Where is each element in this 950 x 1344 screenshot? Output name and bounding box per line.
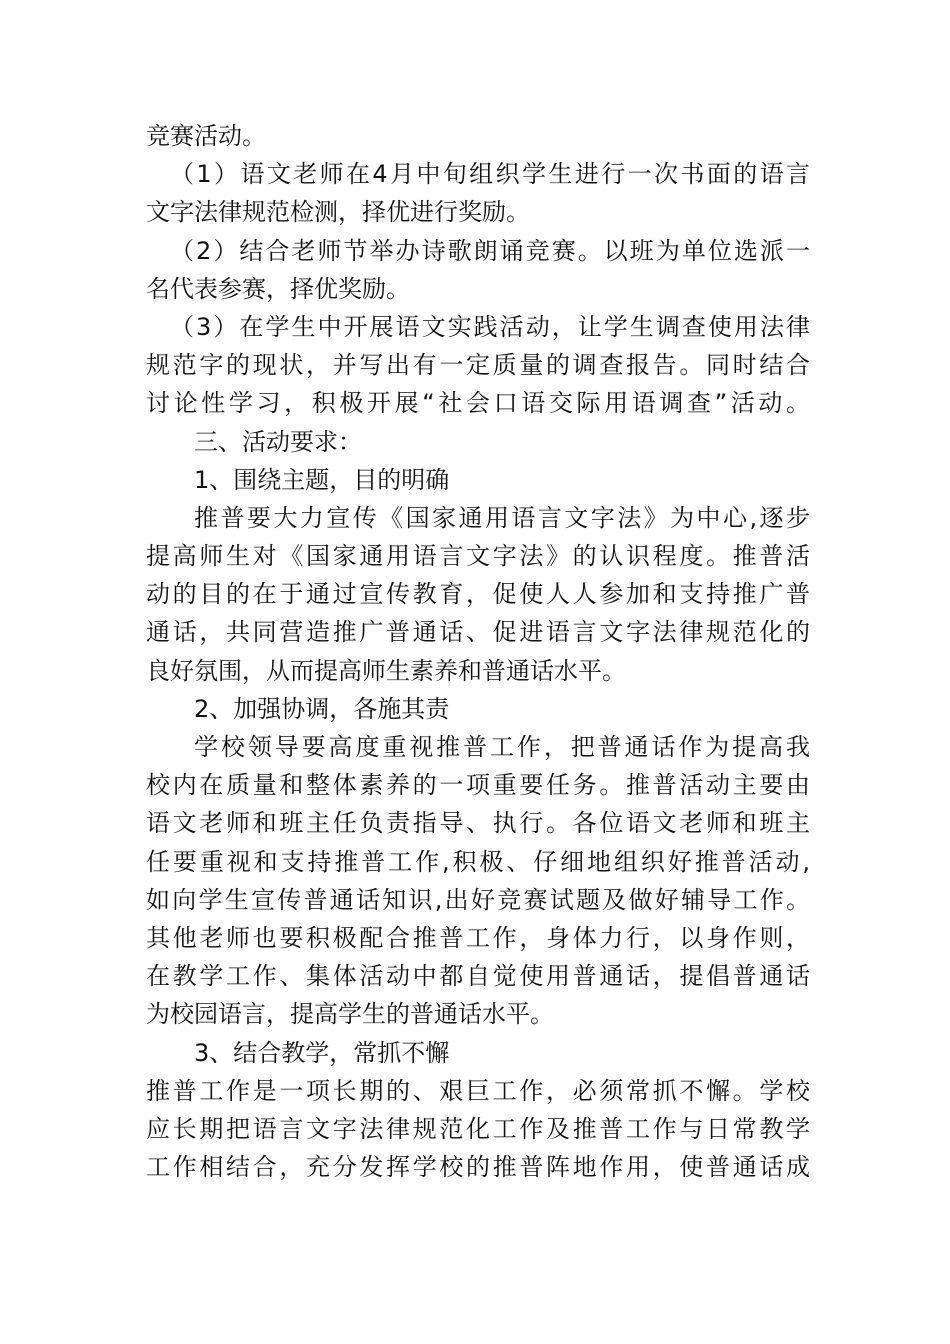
text-line: 任要重视和支持推普工作,积极、仔细地组织好推普活动, bbox=[146, 847, 810, 876]
text-line: 应长期把语言文字法律规范化工作及推普工作与日常教学 bbox=[146, 1114, 810, 1143]
text-line: 规范字的现状，并写出有一定质量的调查报告。同时结合 bbox=[146, 351, 810, 380]
text-line: （3）在学生中开展语文实践活动，让学生调查使用法律 bbox=[170, 312, 810, 341]
text-line: 学校领导要高度重视推普工作，把普通话作为提高我 bbox=[194, 733, 810, 761]
text-line: 讨论性学习，积极开展“社会口语交际用语调查”活动。 bbox=[146, 389, 810, 418]
text-line: 如向学生宣传普通话知识,出好竞赛试题及做好辅导工作。 bbox=[146, 885, 810, 914]
text-line: （2）结合老师节举办诗歌朗诵竞赛。以班为单位选派一 bbox=[170, 236, 810, 265]
text-line: 在教学工作、集体活动中都自觉使用普通话，提倡普通话 bbox=[146, 962, 810, 991]
text-line: （1）语文老师在4月中旬组织学生进行一次书面的语言 bbox=[170, 160, 810, 189]
text-line: 文字法律规范检测，择优进行奖励。 bbox=[146, 198, 530, 227]
text-line: 竞赛活动。 bbox=[146, 122, 266, 150]
text-line: 动的目的在于通过宣传教育，促使人人参加和支持推广普 bbox=[146, 580, 810, 609]
text-line: 1、围绕主题，目的明确 bbox=[194, 465, 450, 494]
text-line: 推普工作是一项长期的、艰巨工作，必须常抓不懈。学校 bbox=[146, 1076, 810, 1105]
text-line: 工作相结合，充分发挥学校的推普阵地作用，使普通话成 bbox=[146, 1153, 810, 1182]
text-line: 为校园语言，提高学生的普通话水平。 bbox=[146, 1000, 554, 1029]
text-line: 通话，共同营造推广普通话、促进语言文字法律规范化的 bbox=[146, 618, 810, 647]
text-line: 2、加强协调，各施其责 bbox=[194, 694, 450, 723]
text-line: 提高师生对《国家通用语言文字法》的认识程度。推普活 bbox=[146, 542, 810, 571]
text-line: 推普要大力宣传《国家通用语言文字法》为中心,逐步 bbox=[194, 503, 810, 532]
text-line: 校内在质量和整体素养的一项重要任务。推普活动主要由 bbox=[146, 771, 810, 800]
text-line: 良好氛围，从而提高师生素养和普通话水平。 bbox=[146, 656, 626, 685]
document-page bbox=[146, 117, 810, 1186]
text-line: 名代表参赛，择优奖励。 bbox=[146, 274, 410, 303]
text-line: 其他老师也要积极配合推普工作，身体力行，以身作则， bbox=[146, 923, 810, 952]
text-line: 语文老师和班主任负责指导、执行。各位语文老师和班主 bbox=[146, 809, 810, 838]
text-line: 三、活动要求： bbox=[194, 427, 362, 456]
text-line: 3、结合教学，常抓不懈 bbox=[194, 1038, 450, 1067]
